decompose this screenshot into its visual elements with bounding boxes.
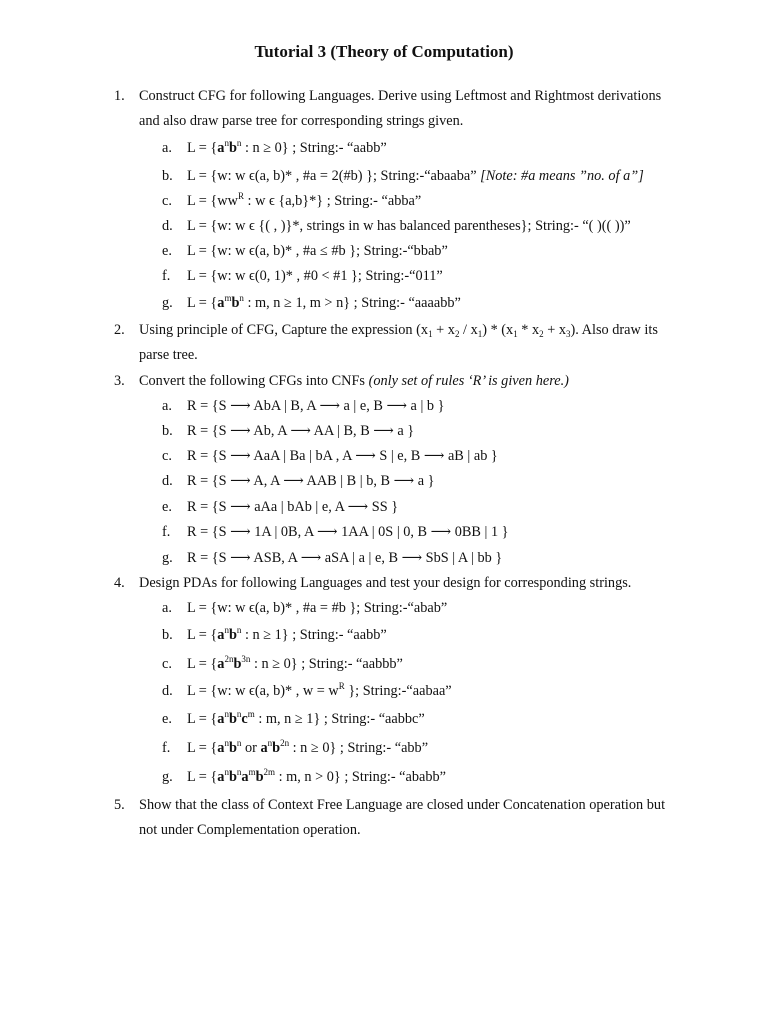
question-3 — [114, 369, 674, 394]
question-4-item-d: d. L = {w: w ϵ(a, b)* , $w = w^R$ }; String:-“aabaa” — [162, 681, 452, 699]
item-text: $L = \{a^{2n}b^{3n}$ : n ≥ 0} ; String:- “aabbb” — [187, 654, 403, 672]
question-text: Using principle of CFG, Capture the expression $(x_1 + x_2 / x_1) * (x_1 * x_2 + x_3)$. Also draw its parse tree. — [139, 322, 658, 363]
question-number: 5. — [114, 797, 125, 813]
question-3-item-g: g. R = {S ⟶ ASB, A ⟶ aSA | a | e, B ⟶ SbS | A | bb } — [162, 550, 503, 566]
item-text: $L = \{a^nb^n$ or $a^nb^{2n}$ : n ≥ 0} ; String:- “abb” — [187, 738, 429, 756]
question-4-item-a: a. L = {w: w ϵ(a, b)* , #a = #b }; String:-“abab” — [162, 600, 448, 616]
item-text: L = {w: w ϵ(a, b)* , #a = 2(#b) }; String:-“abaaba” [Note: #a means ”no. of a”] — [187, 168, 644, 184]
question-3-item-c: c. R = {S ⟶ AaA | Ba | bA , A ⟶ S | e, B ⟶ aB | ab } — [162, 448, 498, 464]
question-1 — [114, 84, 674, 134]
question-4-item-c: c. $L = \{a^{2n}b^{3n}$ : n ≥ 0} ; String:- “aabbb” — [162, 654, 403, 672]
question-number: 3. — [114, 373, 125, 389]
item-text: $L = \{a^nb^n$ : n ≥ 0} ; String:- “aabb” — [187, 138, 387, 156]
question-text: Construct CFG for following Languages. Derive using Leftmost and Rightmost derivations and also draw parse tree for corresponding strings given. — [139, 88, 662, 129]
item-text: R = {S ⟶ aAa | bAb | e, A ⟶ SS } — [187, 499, 399, 515]
item-text: L = {w: w ϵ(a, b)* , #a ≤ #b }; String:-“bbab” — [187, 243, 448, 259]
question-1-item-d: d. L = {w: w ϵ {( , )}*, strings in w has balanced parentheses}; String:- “( )(( ))” — [162, 218, 631, 234]
question-number: 1. — [114, 88, 125, 104]
question-1-item-b: b. L = {w: w ϵ(a, b)* , #a = 2(#b) }; String:-“abaaba” [Note: #a means ”no. of a”] — [162, 168, 644, 184]
question-4-item-g: g. $L = \{a^nb^na^mb^{2m}$ : m, n > 0} ; String:- “ababb” — [162, 767, 447, 785]
question-4 — [114, 571, 674, 596]
item-text: L = {w: w ϵ(a, b)* , $w = w^R$ }; String:-“aabaa” — [187, 681, 452, 699]
question-4-item-b: b. $L = \{a^nb^n$ : n ≥ 1} ; String:- “aabb” — [162, 625, 387, 643]
question-text: Design PDAs for following Languages and test your design for corresponding strings. — [139, 575, 632, 591]
question-4-item-f: f. $L = \{a^nb^n$ or $a^nb^{2n}$ : n ≥ 0} ; String:- “abb” — [162, 738, 429, 756]
item-text: $L = \{a^nb^n$ : n ≥ 1} ; String:- “aabb” — [187, 625, 387, 643]
item-text: $L = \{a^nb^nc^m$ : m, n ≥ 1} ; String:- “aabbc” — [187, 709, 425, 727]
item-text: R = {S ⟶ Ab, A ⟶ AA | B, B ⟶ a } — [187, 423, 415, 439]
item-text: L = {w: w ϵ {( , )}*, strings in w has balanced parentheses}; String:- “( )(( ))” — [187, 218, 631, 234]
question-text: Convert the following CFGs into CNFs (only set of rules ‘R’ is given here.) — [139, 373, 569, 389]
item-text: $L = \{a^mb^n$ : m, n ≥ 1, m > n} ; String:- “aaaabb” — [187, 293, 461, 311]
question-3-item-f: f. R = {S ⟶ 1A | 0B, A ⟶ 1AA | 0S | 0, B ⟶ 0BB | 1 } — [162, 524, 509, 540]
question-3-item-e: e. R = {S ⟶ aAa | bAb | e, A ⟶ SS } — [162, 499, 399, 515]
question-1-item-e: e. L = {w: w ϵ(a, b)* , #a ≤ #b }; String:-“bbab” — [162, 243, 448, 259]
item-text: R = {S ⟶ 1A | 0B, A ⟶ 1AA | 0S | 0, B ⟶ 0BB | 1 } — [187, 524, 509, 540]
item-text: R = {S ⟶ ASB, A ⟶ aSA | a | e, B ⟶ SbS | A | bb } — [187, 550, 503, 566]
question-4-item-e: e. $L = \{a^nb^nc^m$ : m, n ≥ 1} ; String:- “aabbc” — [162, 709, 425, 727]
question-number: 4. — [114, 575, 125, 591]
question-3-item-a: a. R = {S ⟶ AbA | B, A ⟶ a | e, B ⟶ a | b } — [162, 398, 445, 414]
question-2 — [114, 318, 674, 368]
question-number: 2. — [114, 322, 125, 338]
question-1-item-g: g. $L = \{a^mb^n$ : m, n ≥ 1, m > n} ; String:- “aaaabb” — [162, 293, 461, 311]
item-text: R = {S ⟶ A, A ⟶ AAB | B | b, B ⟶ a } — [187, 473, 435, 489]
question-1-item-f: f. L = {w: w ϵ(0, 1)* , #0 < #1 }; String:-“011” — [162, 268, 443, 284]
question-3-item-b: b. R = {S ⟶ Ab, A ⟶ AA | B, B ⟶ a } — [162, 423, 415, 439]
question-1-item-a: a. $L = \{a^nb^n$ : n ≥ 0} ; String:- “aabb” — [162, 138, 387, 156]
item-text: R = {S ⟶ AbA | B, A ⟶ a | e, B ⟶ a | b } — [187, 398, 445, 414]
item-text: L = {w: w ϵ(0, 1)* , #0 < #1 }; String:-“011” — [187, 268, 443, 284]
question-text: Show that the class of Context Free Language are closed under Concatenation operation but not under Complementation operation. — [139, 797, 666, 838]
question-5 — [114, 793, 674, 843]
item-text: L = {w: w ϵ(a, b)* , #a = #b }; String:-“abab” — [187, 600, 448, 616]
item-text: R = {S ⟶ AaA | Ba | bA , A ⟶ S | e, B ⟶ aB | ab } — [187, 448, 498, 464]
page-title: Tutorial 3 (Theory of Computation) — [254, 42, 514, 61]
item-text: $L = \{ww^R$ : w ϵ {a,b}*} ; String:- “abba” — [187, 191, 422, 209]
question-1-item-c: c. $L = \{ww^R$ : w ϵ {a,b}*} ; String:- “abba” — [162, 191, 422, 209]
question-3-item-d: d. R = {S ⟶ A, A ⟶ AAB | B | b, B ⟶ a } — [162, 473, 435, 489]
item-text: $L = \{a^nb^na^mb^{2m}$ : m, n > 0} ; String:- “ababb” — [187, 767, 447, 785]
